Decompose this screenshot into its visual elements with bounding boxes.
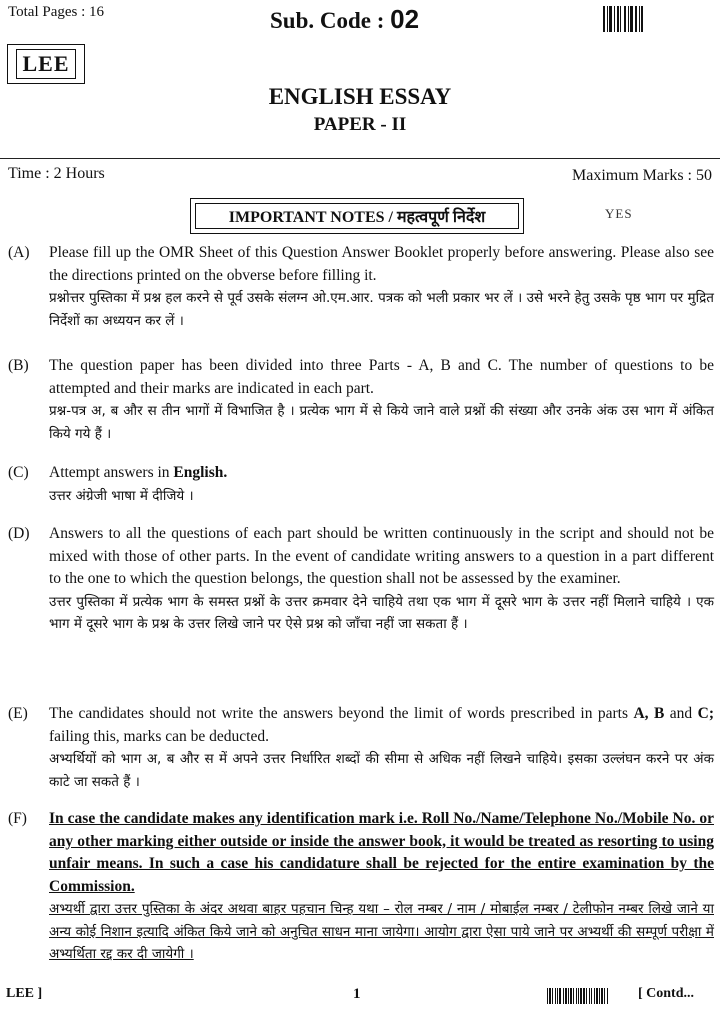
barcode-bar [570,988,572,1004]
note-item-b [8,355,714,445]
item-english-text [49,703,714,748]
paper-number: PAPER - II [313,114,407,135]
barcode-bar [628,6,629,32]
item-hindi-text: उत्तर पुस्तिका में प्रत्येक भाग के समस्त प्रश्नों के उत्तर क्रमवार देने चाहिये तथा एक भाग में दूसरे भाग के उत्तर नहीं मिलाने चाहिये । एक भाग में दूसरे भाग के प्रश्न के उत्तर लिखे जाने पर ऐसे प्रश्न को जाँचा नहीं जा सकता हैं । [49,593,714,632]
barcode-bar [601,988,603,1004]
sub-code-value: 02 [390,4,420,34]
barcode-bar [641,6,643,32]
item-english-text: The question paper has been divided into three Parts - A, B and C. The number of questions to be attempted and their marks are indicated in each part. [49,357,714,397]
time-allowed: Time : 2 Hours [8,165,105,182]
item-english-text: Please fill up the OMR Sheet of this Question Answer Booklet properly before answering. Please also see the directions printed on the obverse before filling it. [49,244,714,284]
note-item-f [8,808,714,966]
item-hindi-text: अभ्यर्थियों को भाग अ, ब और स में अपने उत्तर निर्धारित शब्दों की सीमा से अधिक नहीं लिखने चाहिये। इसका उल्लंघन करने पर अंक काटे जा सकते हैं । [49,751,714,790]
item-english-text: Answers to all the questions of each part should be written continuously in the script and should not be mixed with those of other parts. In the event of candidate writing answers to a question in a part different to the one to which the question belongs, the question shall not be assessed by the examiner. [49,525,714,587]
paper-code: LEE [16,49,75,79]
note-item-d [8,523,714,636]
barcode-bar [576,988,577,1004]
barcode-bar [589,988,590,1004]
barcode-bar [549,988,551,1004]
barcode-bar [568,988,569,1004]
barcode-bar [583,988,585,1004]
item-label: (B) [8,357,29,374]
footer-code: LEE ] [6,986,43,1001]
item-english-bold: English. [173,464,228,481]
item-english-mid: and [664,705,698,722]
header-divider [0,158,720,159]
item-english-prefix: The candidates should not write the answers beyond the limit of words prescribed in parts [49,705,634,722]
item-hindi-text: प्रश्न-पत्र अ, ब और स तीन भागों में विभाजित है । प्रत्येक भाग में से किये जाने वाले प्रश्नों की संख्या और उनके अंक उस भाग में अंकित किये गये हैं । [49,403,714,442]
continued-label: [ Contd... [638,986,695,1001]
page-number: 1 [353,986,361,1002]
item-english-bold: A, B [633,705,665,722]
barcode-bar [591,988,592,1004]
barcode-bar [617,6,619,32]
barcode-bar [565,988,567,1004]
barcode-bar [635,6,637,32]
notes-heading-box [190,198,524,234]
item-label: (C) [8,464,29,481]
stamp-mark: YES [605,206,633,221]
barcode-bar [624,6,626,32]
barcode-bar [639,6,640,32]
barcode-bar [599,988,600,1004]
barcode-bar [607,988,608,1004]
barcode-bar [604,988,605,1004]
item-label: (A) [8,244,30,261]
barcode-bar [557,988,558,1004]
barcode-bar [603,6,605,32]
barcode-bar [555,988,556,1004]
item-english-text [49,462,714,485]
sub-code [270,4,419,35]
item-hindi-text: अभ्यर्थी द्वारा उत्तर पुस्तिका के अंदर अथवा बाहर पहचान चिन्ह यथा – रोल नम्बर / नाम / मोबाईल नम्बर / टेलीफोन नम्बर लिखे जाने या अन्य कोई निशान इत्यादि अंकित किये जाने को अनुचित साधन माना जायेगा। आयोग द्वारा ऐसा पाये जाने पर अभ्यर्थी की सम्पूर्ण परीक्षा में अभ्यर्थिता रद्द कर दी जायेगी । [49,901,714,962]
item-label: (E) [8,705,28,722]
total-pages: Total Pages : 16 [8,4,105,20]
barcode-bar [620,6,621,32]
barcode-bar [578,988,579,1004]
barcode-bar [580,988,582,1004]
item-english-text: In case the candidate makes any identification mark i.e. Roll No./Name/Telephone No./Mobile No. or any other marking either outside or inside the answer book, it would be treated as resorting to using unfair means. In such a case his candidature shall be rejected for the entire examination by the Commission. [49,810,714,895]
note-item-c [8,462,714,507]
barcode-bar [594,988,595,1004]
paper-code-box [7,44,85,84]
item-label: (F) [8,810,27,827]
maximum-marks: Maximum Marks : 50 [572,167,712,184]
barcode-bar [607,6,608,32]
barcode-bar [630,6,633,32]
barcode-bottom [547,988,627,1004]
barcode-bar [547,988,548,1004]
barcode-top [603,6,653,32]
item-hindi-text: प्रश्नोत्तर पुस्तिका में प्रश्न हल करने से पूर्व उसके संलग्न ओ.एम.आर. पत्रक को भली प्रकार भर लें । उसे भरने हेतु उसके पृष्ठ भाग पर मुद्रित निर्देशों का अध्ययन कर लें । [49,290,714,329]
barcode-bar [559,988,561,1004]
barcode-bar [614,6,615,32]
item-english-bold-2: C; [697,705,714,722]
note-item-e [8,703,714,793]
exam-title: ENGLISH ESSAY [268,84,452,109]
sub-code-label: Sub. Code : [270,8,391,33]
item-english-suffix: failing this, marks can be deducted. [49,727,269,745]
item-english-prefix: Attempt answers in [49,464,174,481]
notes-heading: IMPORTANT NOTES / महत्वपूर्ण निर्देश [195,203,519,229]
barcode-bar [609,6,612,32]
item-hindi-text: उत्तर अंग्रेजी भाषा में दीजिये । [49,487,194,504]
barcode-bar [552,988,553,1004]
barcode-bar [573,988,574,1004]
item-label: (D) [8,525,30,542]
barcode-bar [563,988,564,1004]
note-item-a [8,242,714,332]
barcode-bar [586,988,587,1004]
barcode-bar [596,988,598,1004]
